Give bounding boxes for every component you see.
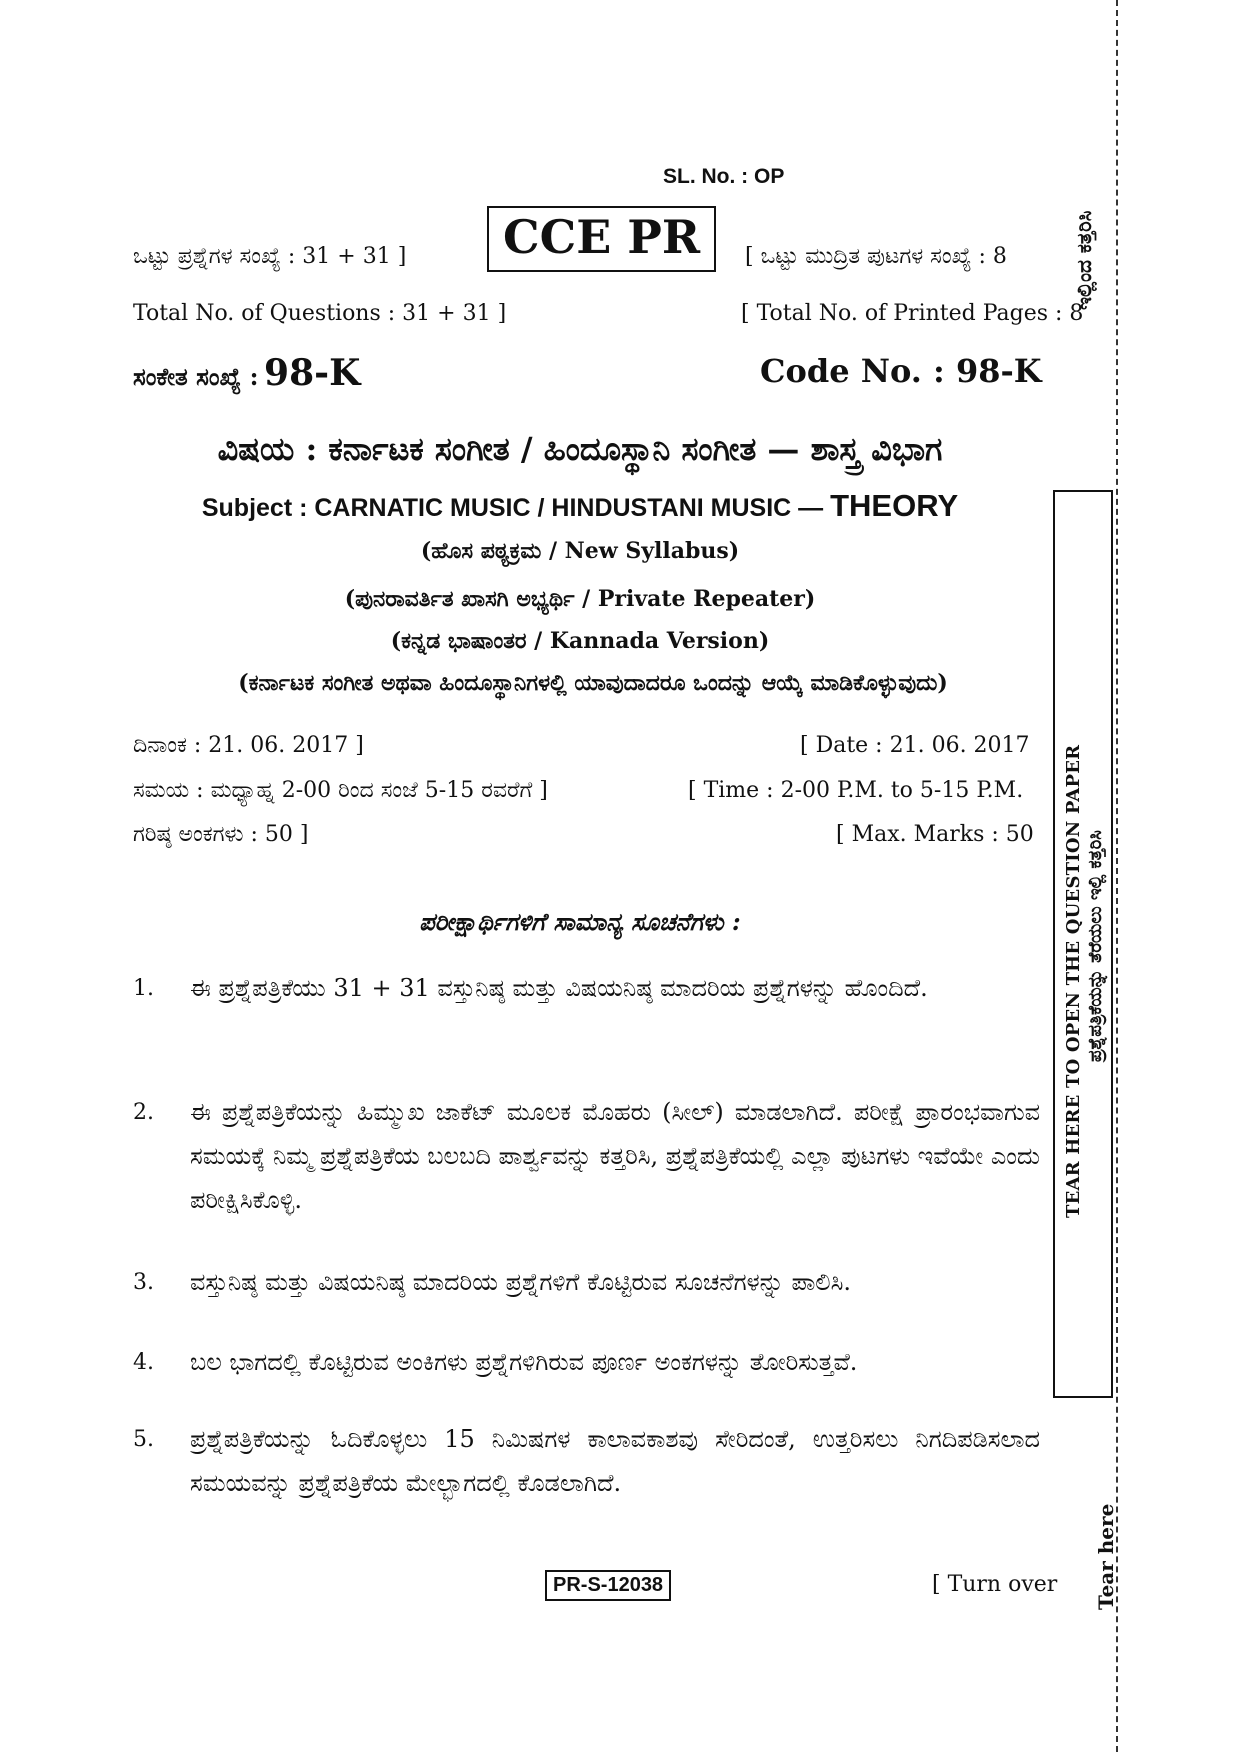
instruction-number: 4. <box>133 1350 154 1375</box>
turn-over: [ Turn over <box>932 1572 1058 1597</box>
tear-line[interactable] <box>1116 0 1118 1752</box>
kn-total-questions: ಒಟ್ಟು ಪ್ರಶ್ನೆಗಳ ಸಂಖ್ಯೆ : 31 + 31 ] <box>133 244 407 269</box>
instruction-number: 1. <box>133 976 154 1001</box>
instruction-number: 3. <box>133 1270 154 1295</box>
tear-box-english: TEAR HERE TO OPEN THE QUESTION PAPER <box>1063 744 1084 1218</box>
tear-here-kannada-top: ಇಲ್ಲಿಂದ ಕತ್ತರಿಸಿ <box>1072 210 1096 310</box>
serial-number: SL. No. : OP <box>663 165 785 188</box>
subject-english <box>0 488 1160 524</box>
en-total-pages: [ Total No. of Printed Pages : 8 <box>741 301 1084 326</box>
en-code: Code No. : 98-K <box>760 352 1042 390</box>
subject-english-theory: THEORY <box>830 488 959 523</box>
en-marks: [ Max. Marks : 50 <box>836 822 1034 847</box>
kn-code-label: ಸಂಕೇತ ಸಂಖ್ಯೆ : <box>133 362 259 391</box>
tear-here-english: Tear here <box>1094 1503 1118 1610</box>
instruction-text: ಪ್ರಶ್ನೆಪತ್ರಿಕೆಯನ್ನು ಓದಿಕೊಳ್ಳಲು 15 ನಿಮಿಷಗಳ ಕಾಲಾವಕಾಶವು ಸೇರಿದಂತೆ, ಉತ್ತರಿಸಲು ನಿಗದಿಪಡಿಸಲಾದ ಸಮಯವನ್ನು ಪ್ರಶ್ನೆಪತ್ರಿಕೆಯ ಮೇಲ್ಭಾಗದಲ್ಲಿ ಕೊಡಲಾಗಿದೆ. <box>190 1425 1040 1497</box>
syllabus-line: (ಹೊಸ ಪಠ್ಯಕ್ರಮ / New Syllabus) <box>420 538 740 564</box>
instruction-text: ವಸ್ತುನಿಷ್ಠ ಮತ್ತು ವಿಷಯನಿಷ್ಠ ಮಾದರಿಯ ಪ್ರಶ್ನೆಗಳಿಗೆ ಕೊಟ್ಟಿರುವ ಸೂಚನೆಗಳನ್ನು ಪಾಲಿಸಿ. <box>190 1268 851 1296</box>
repeater-line: (ಪುನರಾವರ್ತಿತ ಖಾಸಗಿ ಅಭ್ಯರ್ಥಿ / Private Repeater) <box>344 586 816 612</box>
version-line: (ಕನ್ನಡ ಭಾಷಾಂತರ / Kannada Version) <box>390 628 770 654</box>
instruction-text: ಬಲ ಭಾಗದಲ್ಲಿ ಕೊಟ್ಟಿರುವ ಅಂಕಿಗಳು ಪ್ರಶ್ನೆಗಳಿಗಿರುವ ಪೂರ್ಣ ಅಂಕಗಳನ್ನು ತೋರಿಸುತ್ತವೆ. <box>190 1348 858 1376</box>
paper-code-box: PR-S-12038 <box>545 1570 671 1601</box>
kn-total-pages: [ ಒಟ್ಟು ಮುದ್ರಿತ ಪುಟಗಳ ಸಂಖ್ಯೆ : 8 <box>745 244 1007 269</box>
instruction-number: 2. <box>133 1100 154 1125</box>
instruction-text: ಈ ಪ್ರಶ್ನೆಪತ್ರಿಕೆಯನ್ನು ಹಿಮ್ಮುಖ ಜಾಕೆಟ್ ಮೂಲಕ ಮೊಹರು (ಸೀಲ್) ಮಾಡಲಾಗಿದೆ. ಪರೀಕ್ಷೆ ಪ್ರಾರಂಭವಾಗುವ ಸಮಯಕ್ಕೆ ನಿಮ್ಮ ಪ್ರಶ್ನೆಪತ್ರಿಕೆಯ ಬಲಬದಿ ಪಾರ್ಶ್ವವನ್ನು ಕತ್ತರಿಸಿ, ಪ್ರಶ್ನೆಪತ್ರಿಕೆಯಲ್ಲಿ ಎಲ್ಲಾ ಪುಟಗಳು ಇವೆಯೇ ಎಂದು ಪರೀಕ್ಷಿಸಿಕೊಳ್ಳಿ. <box>190 1098 1040 1214</box>
instruction-number: 5. <box>133 1427 154 1452</box>
kn-date: ದಿನಾಂಕ : 21. 06. 2017 ] <box>133 733 364 758</box>
en-time: [ Time : 2-00 P.M. to 5-15 P.M. <box>688 778 1024 803</box>
tear-instruction-box <box>1053 490 1113 1398</box>
instructions-heading: ಪರೀಕ್ಷಾರ್ಥಿಗಳಿಗೆ ಸಾಮಾನ್ಯ ಸೂಚನೆಗಳು : <box>419 907 741 936</box>
choice-line: (ಕರ್ನಾಟಕ ಸಂಗೀತ ಅಥವಾ ಹಿಂದೂಸ್ಥಾನಿಗಳಲ್ಲಿ ಯಾವುದಾದರೂ ಒಂದನ್ನು ಆಯ್ಕೆ ಮಾಡಿಕೊಳ್ಳುವುದು) <box>238 670 948 696</box>
subject-english-prefix: Subject : CARNATIC MUSIC / HINDUSTANI MUSIC — <box>201 494 824 522</box>
tear-box-kannada: ಪ್ರಶ್ನೆಪತ್ರಿಕೆಯನ್ನು ತೆರೆಯಲು ಇಲ್ಲಿ ಕತ್ತರಿಸಿ <box>1085 830 1106 1062</box>
cce-pr-box: CCE PR <box>487 206 716 272</box>
en-date: [ Date : 21. 06. 2017 <box>800 733 1030 758</box>
kn-time: ಸಮಯ : ಮಧ್ಯಾಹ್ನ 2-00 ರಿಂದ ಸಂಜೆ 5-15 ರವರೆಗೆ ] <box>133 778 548 803</box>
kn-code <box>133 352 360 394</box>
kn-code-value: 98-K <box>264 352 361 394</box>
subject-kannada: ವಿಷಯ : ಕರ್ನಾಟಕ ಸಂಗೀತ / ಹಿಂದೂಸ್ಥಾನಿ ಸಂಗೀತ — ಶಾಸ್ತ್ರ ವಿಭಾಗ <box>217 430 943 468</box>
instruction-text: ಈ ಪ್ರಶ್ನೆಪತ್ರಿಕೆಯು 31 + 31 ವಸ್ತುನಿಷ್ಠ ಮತ್ತು ವಿಷಯನಿಷ್ಠ ಮಾದರಿಯ ಪ್ರಶ್ನೆಗಳನ್ನು ಹೊಂದಿದೆ. <box>190 974 928 1002</box>
en-total-questions: Total No. of Questions : 31 + 31 ] <box>133 301 507 326</box>
kn-marks: ಗರಿಷ್ಠ ಅಂಕಗಳು : 50 ] <box>133 822 309 847</box>
